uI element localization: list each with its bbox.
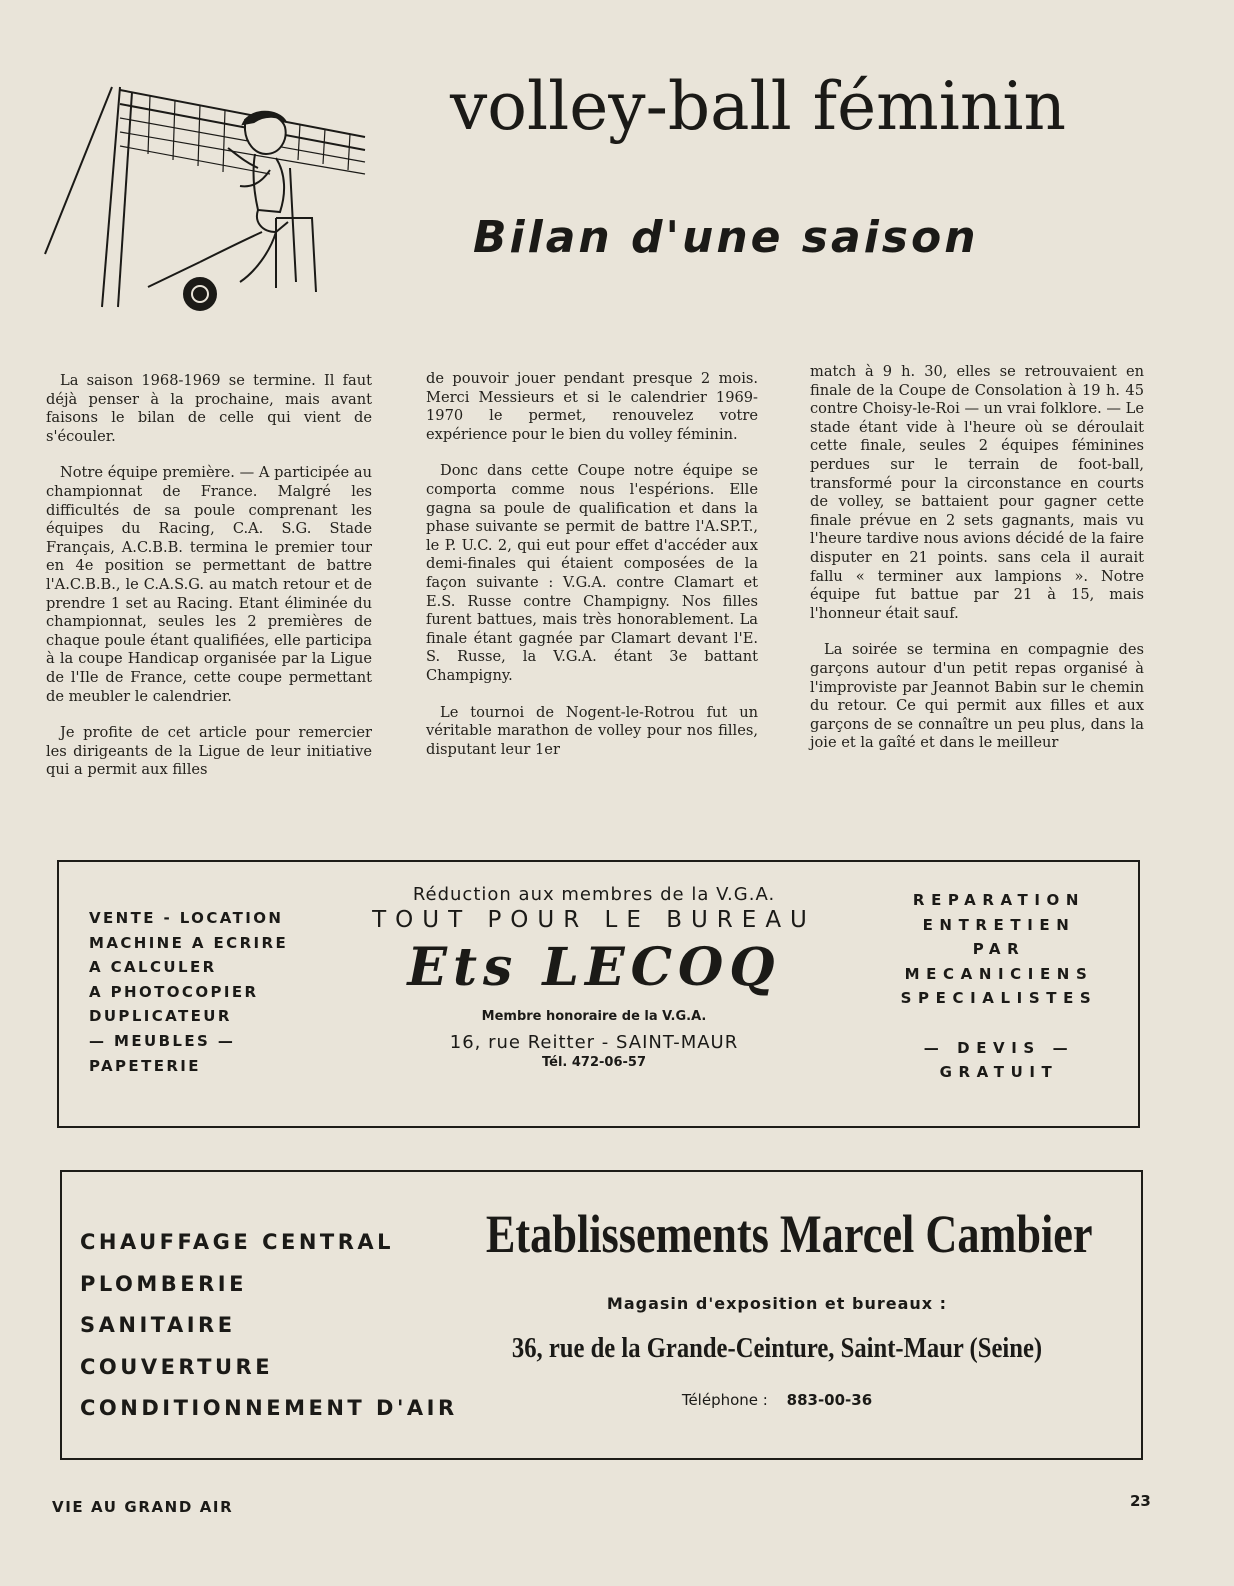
article-paragraph: Je profite de cet article pour remercier les dirigeants de la Ligue de leur initiative qui a permit aux filles — [46, 724, 372, 779]
service-line: SANITAIRE — [80, 1313, 236, 1337]
service-line: A CALCULER — [89, 958, 217, 977]
service-line: CONDITIONNEMENT D'AIR — [80, 1396, 458, 1420]
lecoq-phone: Tél. 472-06-57 — [542, 1055, 646, 1070]
article-paragraph: La saison 1968-1969 se termine. Il faut déjà penser à la prochaine, mais avant faisons le bilan de celle qui vient de s'écouler. — [46, 372, 372, 445]
repair-line: ENTRETIEN — [922, 915, 1076, 934]
cambier-phone-label: Téléphone : — [681, 1391, 768, 1409]
cambier-showroom: Magasin d'exposition et bureaux : — [606, 1294, 948, 1313]
volleyball-player-illustration — [40, 82, 380, 322]
service-line: PLOMBERIE — [80, 1271, 247, 1296]
lecoq-slogan: TOUT POUR LE BUREAU — [372, 907, 816, 933]
repair-line — [889, 1011, 1109, 1036]
cambier-address: 36, rue de la Grande-Ceinture, Saint-Maur (Seine) — [511, 1333, 1043, 1364]
lecoq-repair-list — [889, 888, 1109, 1085]
lecoq-company-name: Ets LECOQ — [407, 937, 781, 998]
repair-line: MECANICIENS — [904, 964, 1094, 983]
article-paragraph: Le tournoi de Nogent-le-Rotrou fut un véritable marathon de volley pour nos filles, disputant leur 1er — [426, 703, 758, 758]
repair-line: REPARATION — [912, 891, 1086, 909]
cambier-phone-line — [422, 1391, 1132, 1409]
lecoq-member-note: Membre honoraire de la V.G.A. — [481, 1009, 707, 1024]
cambier-company-name: Etablissements Marcel Cambier — [485, 1204, 1093, 1264]
article-paragraph: La soirée se termina en compagnie des garçons autour d'un petit repas organisé à l'improviste par Jeannot Babin sur le chemin du retour. Ce qui permit aux filles et aux garçons de se connaître un peu plus, dans la joie et la gaîté et dans le meilleur — [810, 641, 1144, 752]
lecoq-discount: Réduction aux membres de la V.G.A. — [412, 884, 776, 905]
service-line: MACHINE A ECRIRE — [89, 933, 289, 952]
cambier-services-list — [80, 1222, 458, 1430]
cambier-advertisement — [60, 1170, 1143, 1460]
repair-line: SPECIALISTES — [900, 989, 1098, 1008]
article-subtitle: Bilan d'une saison — [473, 212, 979, 263]
article-paragraph: Donc dans cette Coupe notre équipe se comporta comme nous l'espérions. Elle gagna sa poule de qualification et dans la phase suivante se permit de battre l'A.SP.T., le P. U.C. 2, qui eut pour effet d'accéder aux demi-finales qui étaient composées de la façon suivante : V.G.A. contre Clamart et E.S. Russe contre Champigny. Nos filles furent battues, mais très honorablement. La finale étant gagnée par Clamart devant l'E. S. Russe, la V.G.A. étant 3e battant Champigny. — [426, 462, 758, 684]
service-line: VENTE - LOCATION — [89, 909, 284, 927]
service-line: — MEUBLES — — [89, 1031, 236, 1050]
service-line: DUPLICATEUR — [89, 1007, 232, 1026]
lecoq-advertisement — [57, 860, 1140, 1128]
service-line: A PHOTOCOPIER — [89, 982, 259, 1001]
article-paragraph: match à 9 h. 30, elles se retrouvaient en finale de la Coupe de Consolation à 19 h. 45 contre Choisy-le-Roi — un vrai folklore. — Le stade étant vide à l'heure où se déroulait cette finale, seules 2 équipes féminines perdues sur le terrain de foot-ball, transformé pour la circonstance en courts de volley, se battaient pour gagner cette finale prévue en 2 sets gagnants, mais vu l'heure tardive nous avions décidé de la faire disputer en 21 points. sans cela il aurait fallu « terminer aux lampions ». Notre équipe fut battue par 21 à 15, mais l'honneur était sauf. — [810, 363, 1144, 622]
repair-line: GRATUIT — [939, 1063, 1059, 1082]
publication-name: VIE AU GRAND AIR — [52, 1498, 234, 1516]
article-column-2 — [426, 370, 758, 777]
service-line: PAPETERIE — [89, 1056, 201, 1075]
repair-line: PAR — [972, 940, 1026, 959]
service-line: CHAUFFAGE CENTRAL — [80, 1230, 395, 1254]
lecoq-services-list — [89, 906, 289, 1078]
article-title: volley-ball féminin — [450, 68, 1066, 145]
cambier-phone: 883-00-36 — [786, 1391, 873, 1409]
lecoq-center-block — [329, 884, 859, 1070]
article-column-1 — [46, 372, 372, 798]
service-line: COUVERTURE — [80, 1354, 274, 1379]
article-paragraph: Notre équipe première. — A participée au championnat de France. Malgré les difficultés de sa poule comprenant les équipes du Racing, C.A. S.G. Stade Français, A.C.B.B. termina le premier tour en 4e position se permettant de battre l'A.C.B.B., le C.A.S.G. au match retour et de prendre 1 set au Racing. Etant éliminée du championnat, seules les 2 premières de chaque poule étant qualifiées, elle participa à la coupe Handicap organisée par la Ligue de l'Ile de France, cette coupe permettant de meubler le calendrier. — [46, 464, 372, 705]
cambier-center-block — [422, 1202, 1132, 1409]
page-number: 23 — [1130, 1492, 1151, 1510]
lecoq-address: 16, rue Reitter - SAINT-MAUR — [449, 1032, 739, 1053]
repair-line: — DEVIS — — [923, 1038, 1075, 1057]
article-column-3 — [810, 363, 1144, 771]
article-paragraph: de pouvoir jouer pendant presque 2 mois. Merci Messieurs et si le calendrier 1969-1970 le permet, renouvelez votre expérience pour le bien du volley féminin. — [426, 370, 758, 443]
